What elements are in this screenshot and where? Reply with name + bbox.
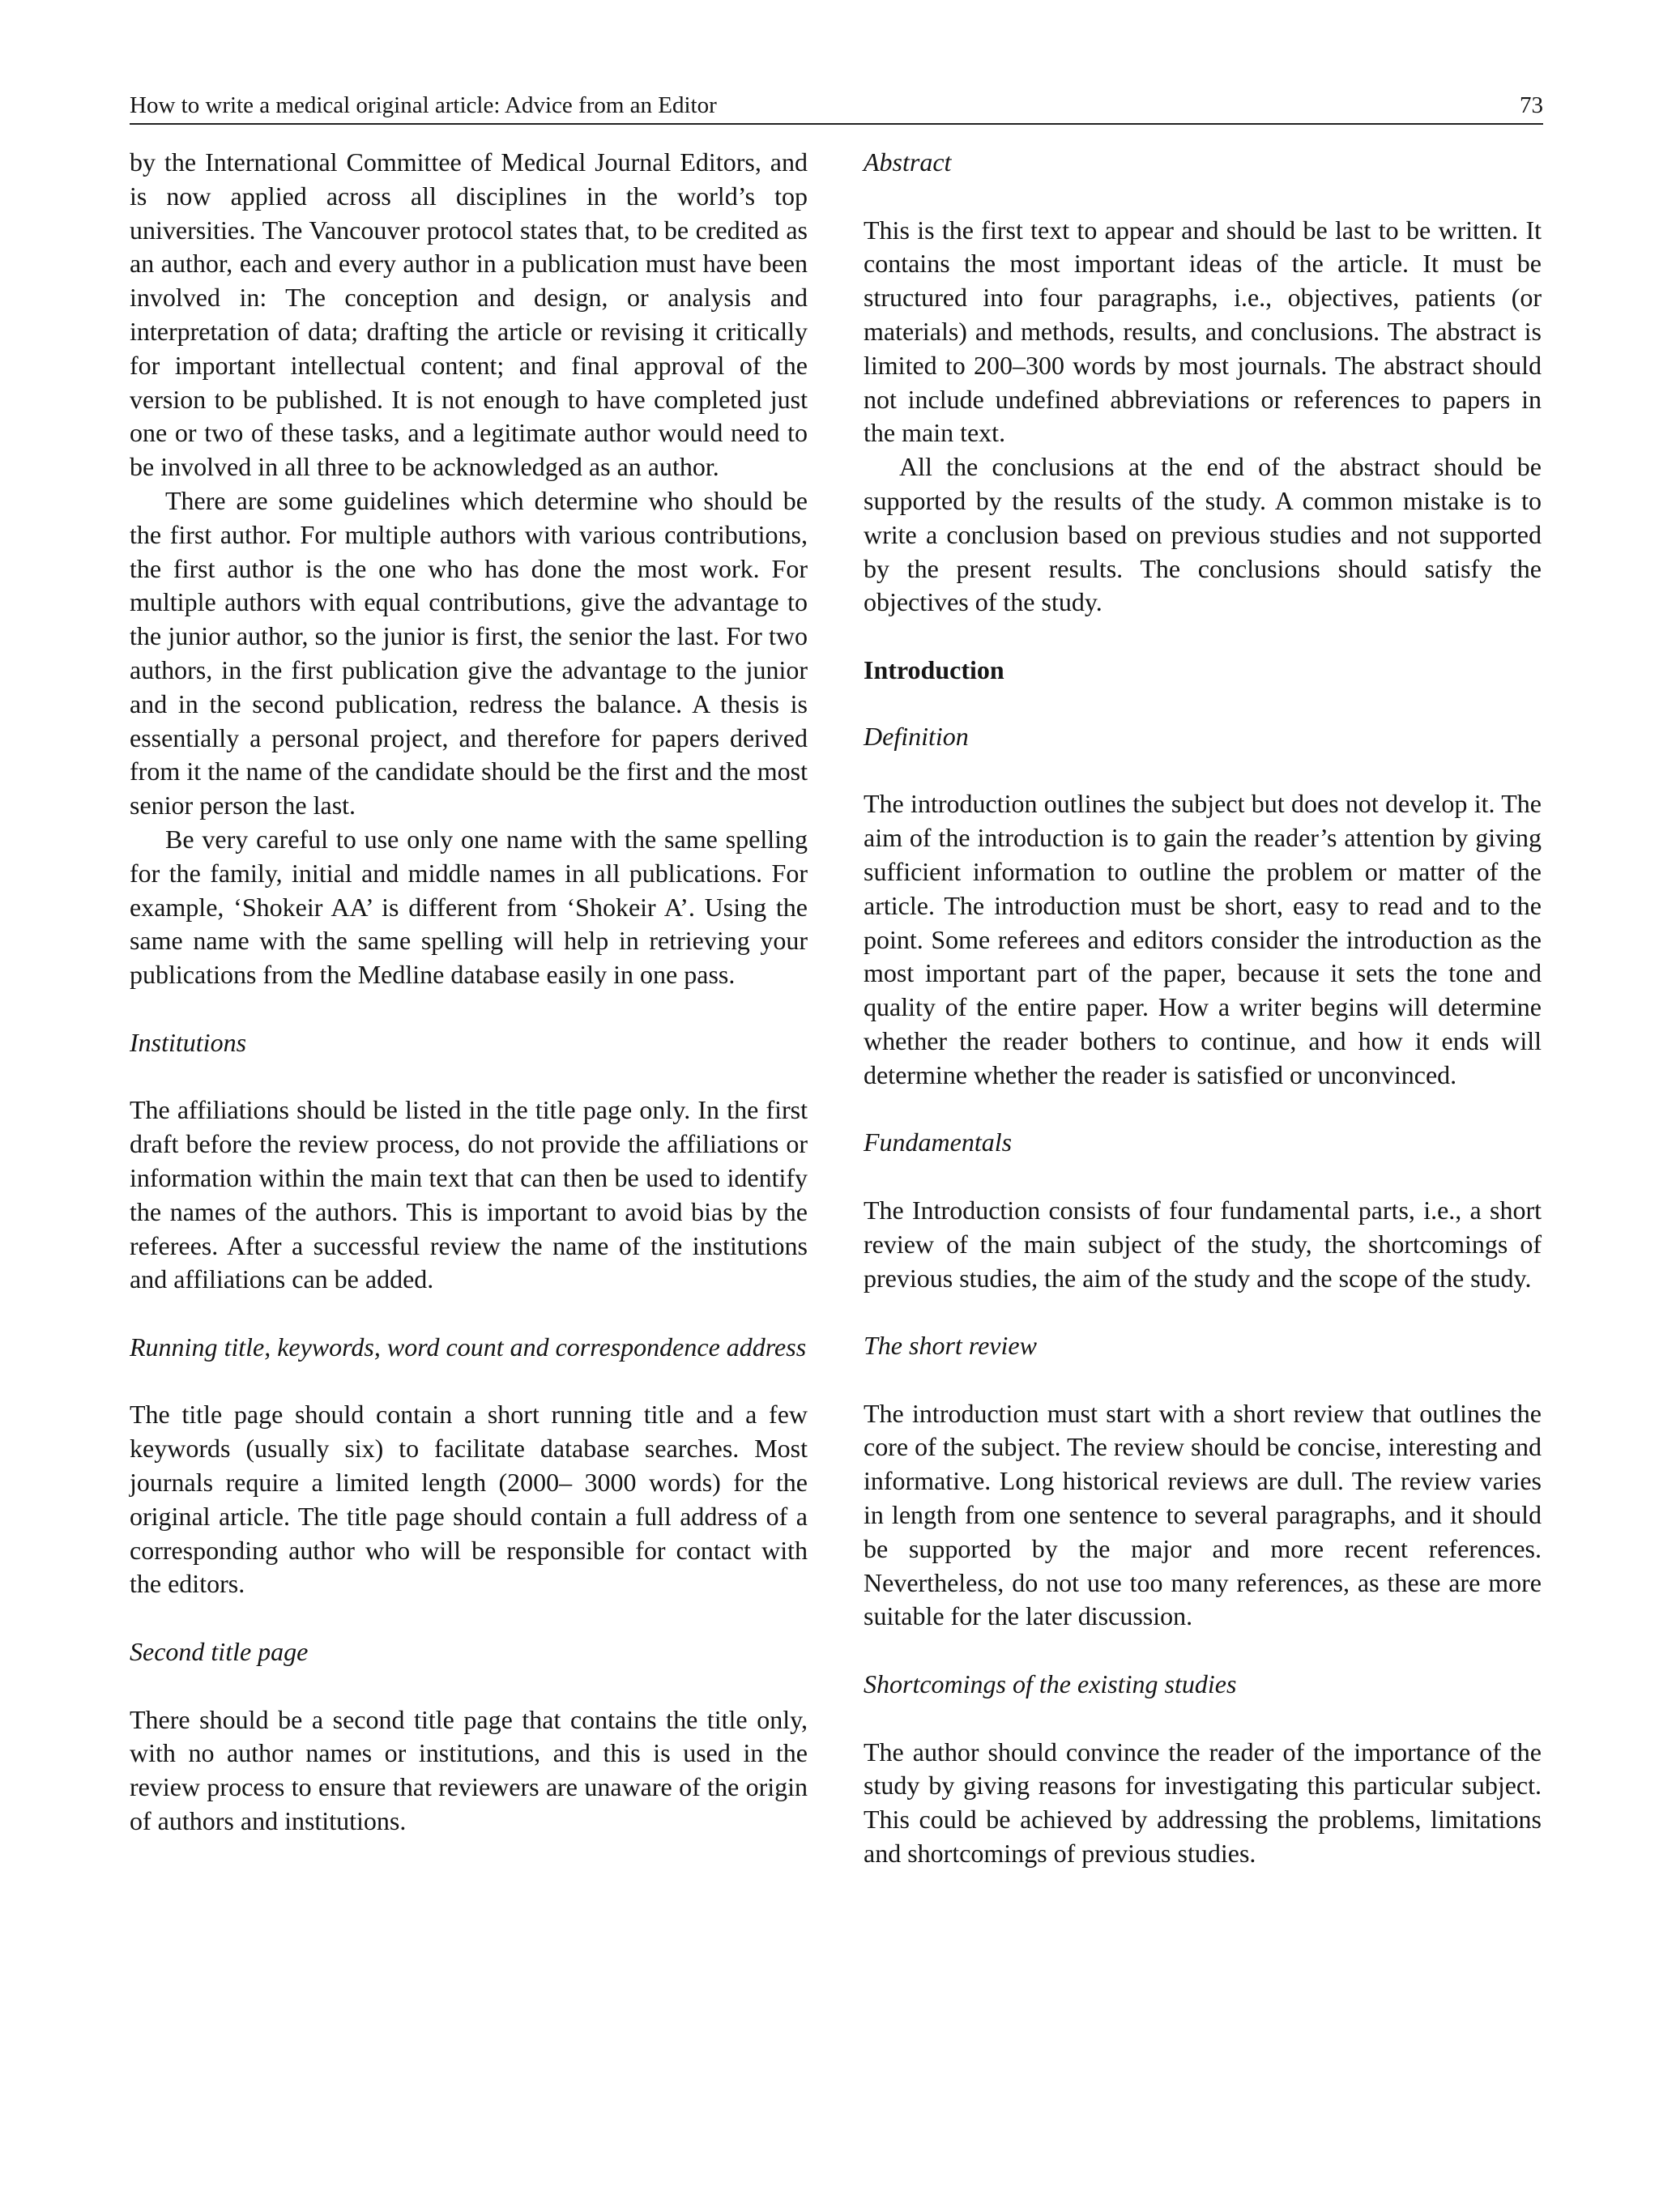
second-title-page-heading: Second title page: [130, 1637, 309, 1667]
institutions-paragraph: The affiliations should be listed in the title page only. In the first draft before the review process, do not provide the affiliations or information within the main text that can then be used to identify the names of the authors. This is important to avoid bias by the referees. After a successful review the name of the institutions and affiliations can be added.: [130, 1095, 808, 1294]
authorship-paragraph-2: There are some guidelines which determine who should be the first author. For multiple authors with various contributions, the first author is the one who has done the most work. For multiple authors with equal contributions, give the advantage to the junior author, so the junior is first, the senior the last. For two authors, in the first publication give the advantage to the junior and in the second publication, redress the balance. A thesis is essentially a personal project, and therefore for papers derived from it the name of the candidate should be the first and the most senior person the last.: [130, 485, 808, 820]
running-title-paragraph: The title page should contain a short running title and a few keywords (usually six) to facilitate database searches. Most journals require a limited length (2000– 3000 words) for the original article. The title page should contain a full address of a corresponding author who will be responsible for contact with the editors.: [130, 1400, 808, 1599]
definition-paragraph: The introduction outlines the subject but does not develop it. The aim of the introduction is to gain the reader’s attention by giving sufficient information to outline the problem or matter of the article. The introduction must be short, easy to read and to the point. Some referees and editors consider the introduction as the most important part of the paper, because it sets the tone and quality of the entire paper. How a writer begins will determine whether the reader bothers to continue, and how it ends will determine whether the reader is satisfied or unconvinced.: [864, 789, 1542, 1089]
right-column: [864, 146, 1542, 1871]
institutions-heading: Institutions: [130, 1027, 247, 1057]
second-title-page-paragraph: There should be a second title page that contains the title only, with no author names or institutions, and this is used in the review process to ensure that reviewers are unaware of the origin of authors and institutions.: [130, 1704, 808, 1836]
abstract-paragraph-1: This is the first text to appear and should be last to be written. It contains the most important ideas of the article. It must be structured into four paragraphs, i.e., objectives, patients (or materials) and methods, results, and conclusions. The abstract is limited to 200–300 words by most journals. The abstract should not include undefined abbreviations or references to papers in the main text.: [864, 215, 1542, 448]
fundamentals-heading: Fundamentals: [864, 1127, 1013, 1157]
left-column: [130, 146, 808, 1839]
short-review-heading: The short review: [864, 1331, 1037, 1361]
running-title: How to write a medical original article: Advice from an Editor: [130, 92, 717, 118]
shortcomings-heading: Shortcomings of the existing studies: [864, 1669, 1237, 1699]
shortcomings-paragraph: The author should convince the reader of the importance of the study by giving reasons for investigating this particular subject. This could be achieved by addressing the problems, limitations and shortcomings of previous studies.: [864, 1737, 1542, 1869]
abstract-paragraph-2: All the conclusions at the end of the abstract should be supported by the results of the study. A common mistake is to write a conclusion based on previous studies and not supported by the present results. The conclusions should satisfy the objectives of the study.: [864, 452, 1542, 617]
running-title-heading: Running title, keywords, word count and correspondence address: [130, 1332, 807, 1362]
abstract-heading: Abstract: [864, 147, 952, 177]
fundamentals-paragraph: The Introduction consists of four fundamental parts, i.e., a short review of the main subject of the study, the shortcomings of previous studies, the aim of the study and the scope of the study.: [864, 1195, 1542, 1293]
short-review-paragraph: The introduction must start with a short review that outlines the core of the subject. The review should be concise, interesting and informative. Long historical reviews are dull. The review varies in length from one sentence to several paragraphs, and it should be supported by the major and more recent references. Nevertheless, do not use too many references, as these are more suitable for the later discussion.: [864, 1398, 1542, 1631]
page-number: 73: [1520, 92, 1543, 118]
authorship-paragraph-3: Be very careful to use only one name with the same spelling for the family, initial and middle names in all publications. For example, ‘Shokeir AA’ is different from ‘Shokeir A’. Using the same name with the same spelling will help in retrieving your publications from the Medline database easily in one pass.: [130, 824, 808, 990]
definition-heading: Definition: [864, 721, 969, 751]
introduction-heading: Introduction: [864, 654, 1004, 684]
running-header: [130, 89, 1543, 125]
authorship-paragraph-1: by the International Committee of Medical Journal Editors, and is now applied across all disciplines in the world’s top universities. The Vancouver protocol states that, to be credited as an author, each and every author in a publication must have been involved in: The conception and design, or analysis and interpretation of data; drafting the article or revising it critically for important intellectual content; and final approval of the version to be published. It is not enough to have completed just one or two of these tasks, and a legitimate author would need to be involved in all three to be acknowledged as an author.: [130, 147, 808, 482]
